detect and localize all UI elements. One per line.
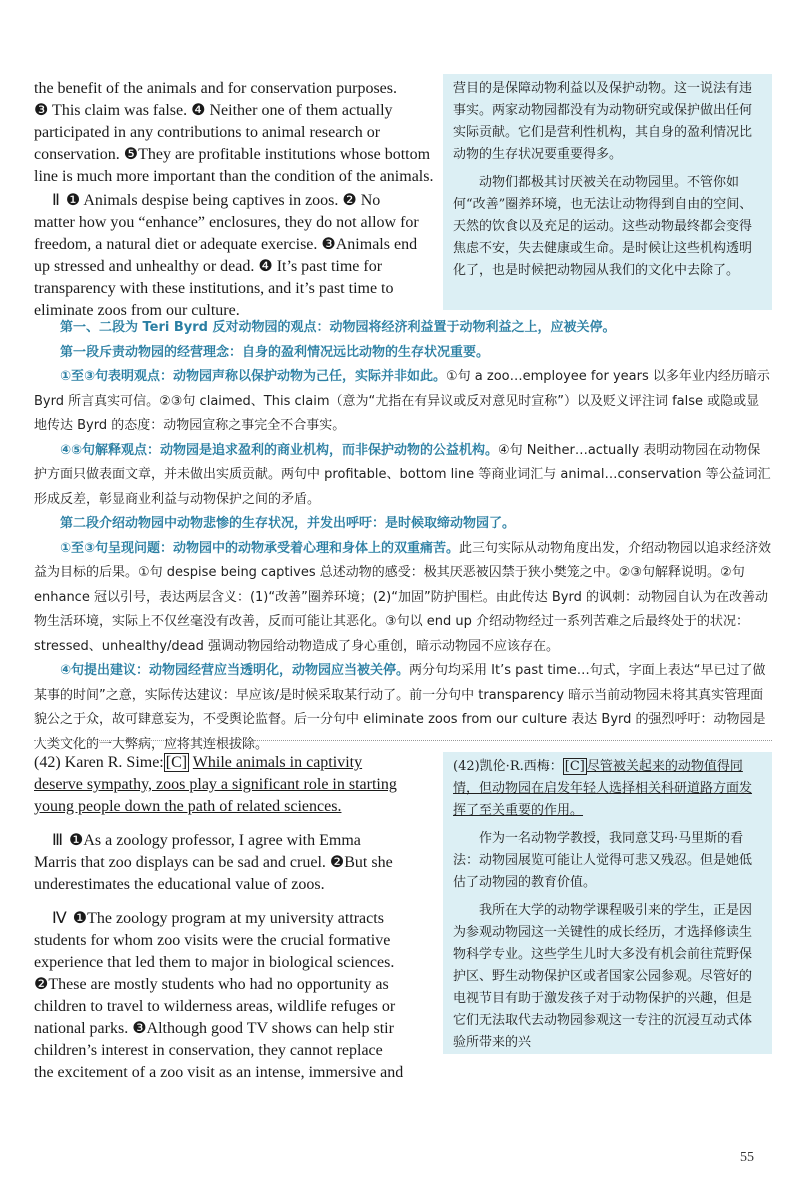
para-4-marker: Ⅳ bbox=[52, 910, 67, 927]
zh-answer-option: [C] bbox=[564, 759, 585, 774]
p2-line-2: matter how you “enhance” enclosures, they do not allow for bbox=[34, 214, 419, 231]
zh-para-2: 动物们都极其讨厌被关在动物园里。不管你如何“改善”圈养环境，也无法让动物得到自由的空间、天然的饮食以及充足的运动。这些动物最终都会变得焦虑不安，失去健康或生命。是时候让这些机构透明化了，也是时候把动物园从我们的文化中去除了。 bbox=[453, 175, 753, 278]
analysis-para-1-summary: 第一段斥责动物园的经营理念：自身的盈利情况远比动物的生存状况重要。 bbox=[60, 344, 490, 360]
bottom-translation-box bbox=[443, 752, 772, 1054]
answer-line-1: While animals in captivity bbox=[192, 754, 363, 771]
zh-para-4: 我所在大学的动物学课程吸引来的学生，正是因为参观动物园这一关键性的成长经历，才选择修读生物科学专业。这些学生儿时大多没有机会前往荒野保护区、野生动物保护区或者国家公园参观。尽管好的电视节目有助于激发孩子对于动物保护的兴趣，但是它们无法取代去动物园参观这一专注的沉浸互动式体验所带来的兴 bbox=[453, 903, 753, 1050]
zh-para-1: 营目的是保障动物利益以及保护动物。这一说法有违事实。两家动物园都没有为动物研究或保护做出任何实际贡献。它们是营利性机构，其自身的盈利情况比动物的生存状况要重要得多。 bbox=[453, 81, 753, 162]
analysis-point-2-head: ④⑤句解释观点：动物园是追求盈利的商业机构，而非保护动物的公益机构。 bbox=[60, 442, 499, 458]
bottom-english-passage bbox=[34, 752, 434, 1084]
p4-line-4: ❷These are mostly students who had no opportunity as bbox=[34, 976, 389, 993]
p3-line-2: Marris that zoo displays can be sad and cruel. ❷But she bbox=[34, 854, 393, 871]
analysis-point-4 bbox=[34, 659, 772, 757]
page-number: 55 bbox=[740, 1150, 754, 1165]
p1-line-3: participated in any contributions to animal research or bbox=[34, 124, 381, 141]
zh-answer bbox=[453, 756, 762, 822]
analysis-point-1 bbox=[34, 365, 772, 439]
p2-line-1: ❶ Animals despise being captives in zoos. ❷ No bbox=[65, 192, 381, 209]
p1-line-2: ❸ This claim was false. ❹ Neither one of them actually bbox=[34, 102, 393, 119]
p2-line-4: up stressed and unhealthy or dead. ❹ It’s past time for bbox=[34, 258, 383, 275]
p4-line-2: students for whom zoo visits were the crucial formative bbox=[34, 932, 391, 949]
zh-question-number: (42)凯伦·R.西梅： bbox=[453, 759, 563, 774]
answer-option: [C] bbox=[165, 754, 188, 771]
analysis-para-2-summary: 第二段介绍动物园中动物悲惨的生存状况，并发出呼吁：是时候取缔动物园了。 bbox=[60, 516, 516, 531]
analysis-point-3 bbox=[34, 537, 772, 660]
p4-line-8: the excitement of a zoo visit as an intense, immersive and bbox=[34, 1064, 404, 1081]
p3-line-1: ❶As a zoology professor, I agree with Emma bbox=[69, 832, 361, 849]
top-english-passage bbox=[34, 78, 434, 322]
analysis-point-3-body: 此三句实际从动物角度出发，介绍动物园以追求经济效益为目标的后果。①句 despise being captives 总述动物的感受：极其厌恶被囚禁于狭小樊笼之中。②③句解释说明。②句 enhance 冠以引号，表达两层含义：(1)“改善”圈养环境；(2)“加固”防护围栏。由此传达 Byrd 的讽刺：动物园自认为在改善动物生活环境，实际上不仅丝毫没有改善，反而可能让其恶化。③句以 end up 介绍动物经过一系列苦难之后最终处于的状况：stressed、unhealthy/dead 强调动物园给动物造成了身心重创，暗示动物园不应该存在。 bbox=[34, 540, 772, 654]
p1-line-1: the benefit of the animals and for conservation purposes. bbox=[34, 80, 397, 97]
answer-line-2: deserve sympathy, zoos play a significant role in starting bbox=[34, 776, 397, 793]
analysis-point-3-head: ①至③句呈现问题：动物园中的动物承受着心理和身体上的双重痛苦。 bbox=[60, 540, 460, 556]
p4-line-7: children’s interest in conservation, they cannot replace bbox=[34, 1042, 383, 1059]
analysis-section bbox=[34, 316, 772, 757]
p1-line-4: conservation. ❺They are profitable institutions whose bottom bbox=[34, 146, 431, 163]
p3-line-3: underestimates the educational value of zoos. bbox=[34, 876, 325, 893]
section-divider bbox=[34, 740, 772, 741]
p4-line-5: children to travel to wilderness areas, wildlife refuges or bbox=[34, 998, 396, 1015]
zh-answer-text: 尽管被关起来的动物值得同情，但动物园在启发年轻人选择相关科研道路方面发挥了至关重要的作用。 bbox=[453, 759, 753, 818]
analysis-point-4-body: 两分句均采用 It’s past time…句式，字面上表达“早已过了做某事的时间”之意，实际传达建议：早应该/是时候采取某行动了。前一分句中 transparency 暗示当前动物园未将其真实管理面貌公之于众，故可肆意妄为，不受舆论监督。后一分句中 eliminate zoos from our culture 表达 Byrd 的强烈呼吁：动物园是人类文化的一大弊病，应将其连根拔除。 bbox=[34, 663, 766, 752]
question-number: (42) Karen R. Sime: bbox=[34, 754, 164, 771]
answer-line-3: young people down the path of related sciences. bbox=[34, 798, 342, 815]
top-translation-box bbox=[443, 74, 772, 310]
p1-line-5: line is much more important than the condition of the animals. bbox=[34, 168, 434, 185]
analysis-point-1-body: ①句 a zoo…employee for years 以多年业内经历暗示 Byrd 所言真实可信。②③句 claimed、This claim（意为“尤指在有异议或反对意见时宣称”）以及贬义评注词 false 或隐或显地传达 Byrd 的态度：动物园宣称之事完全不合事实。 bbox=[34, 369, 770, 433]
analysis-point-4-head: ④句提出建议：动物园经营应当透明化，动物园应当被关停。 bbox=[60, 663, 410, 678]
zh-para-3: 作为一名动物学教授，我同意艾玛·马里斯的看法：动物园展览可能让人觉得可悲又残忍。但是她低估了动物园的教育价值。 bbox=[453, 831, 753, 890]
analysis-point-2-body: ④句 Neither…actually 表明动物园在动物保护方面只做表面文章，并未做出实质贡献。两句中 profitable、bottom line 等商业词汇与 animal…conservation 等公益词汇形成反差，彰显商业利益与动物保护之间的矛盾。 bbox=[34, 442, 771, 507]
p2-line-3: freedom, a natural diet or adequate exercise. ❸Animals end bbox=[34, 236, 418, 253]
p4-line-3: experience that led them to major in biological sciences. bbox=[34, 954, 395, 971]
p2-line-6: eliminate zoos from our culture. bbox=[34, 302, 240, 319]
p2-line-5: transparency with these institutions, and it’s past time to bbox=[34, 280, 394, 297]
para-2-marker: Ⅱ bbox=[52, 192, 60, 209]
analysis-point-2 bbox=[34, 439, 772, 513]
p4-line-6: national parks. ❸Although good TV shows can help stir bbox=[34, 1020, 394, 1037]
analysis-summary: 第一、二段为 Teri Byrd 反对动物园的观点：动物园将经济利益置于动物利益之上，应被关停。 bbox=[60, 320, 616, 335]
p4-line-1: ❶The zoology program at my university attracts bbox=[72, 910, 384, 927]
para-3-marker: Ⅲ bbox=[52, 832, 64, 849]
analysis-point-1-head: ①至③句表明观点：动物园声称以保护动物为己任，实际并非如此。 bbox=[60, 369, 447, 384]
